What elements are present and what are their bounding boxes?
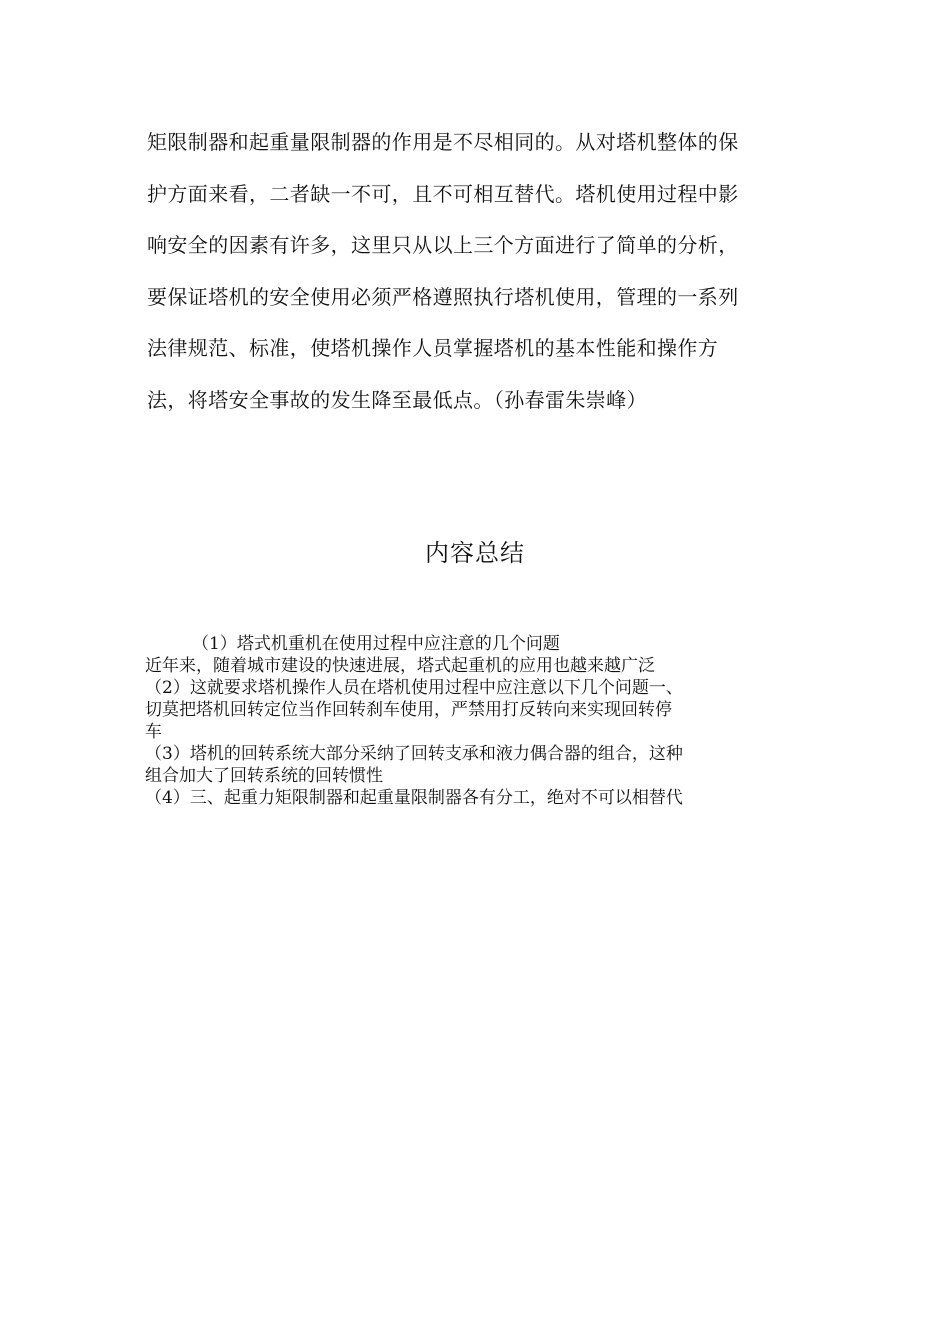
summary-line: （1）塔式机重机在使用过程中应注意的几个问题 xyxy=(192,634,560,654)
summary-heading: 内容总结 xyxy=(425,539,525,567)
summary-section xyxy=(145,633,810,809)
summary-line: （4）三、起重力矩限制器和起重量限制器各有分工，绝对不可以相替代 xyxy=(145,788,683,808)
summary-line: 组合加大了回转系统的回转惯性 xyxy=(145,766,383,786)
body-line: 响安全的因素有许多，这里只从以上三个方面进行了简单的分析， xyxy=(147,233,739,257)
body-paragraph xyxy=(147,117,807,426)
summary-line: 近年来，随着城市建设的快速进展，塔式起重机的应用也越来越广泛 xyxy=(145,656,655,676)
summary-line: （3）塔机的回转系统大部分采纳了回转支承和液力偶合器的组合，这种 xyxy=(145,744,683,764)
summary-line: 车 xyxy=(145,722,162,742)
body-line: 法，将塔安全事故的发生降至最低点。（孙春雷朱崇峰） xyxy=(147,387,647,412)
summary-line: 切莫把塔机回转定位当作回转刹车使用，严禁用打反转向来实现回转停 xyxy=(145,700,672,720)
body-line: 矩限制器和起重量限制器的作用是不尽相同的。从对塔机整体的保 xyxy=(147,130,739,154)
body-line: 要保证塔机的安全使用必须严格遵照执行塔机使用，管理的一系列 xyxy=(147,284,739,309)
body-line: 法律规范、标准，使塔机操作人员掌握塔机的基本性能和操作方 xyxy=(147,336,719,360)
summary-line: （2）这就要求塔机操作人员在塔机使用过程中应注意以下几个问题一、 xyxy=(145,678,683,698)
body-line: 护方面来看，二者缺一不可，且不可相互替代。塔机使用过程中影 xyxy=(147,181,739,206)
